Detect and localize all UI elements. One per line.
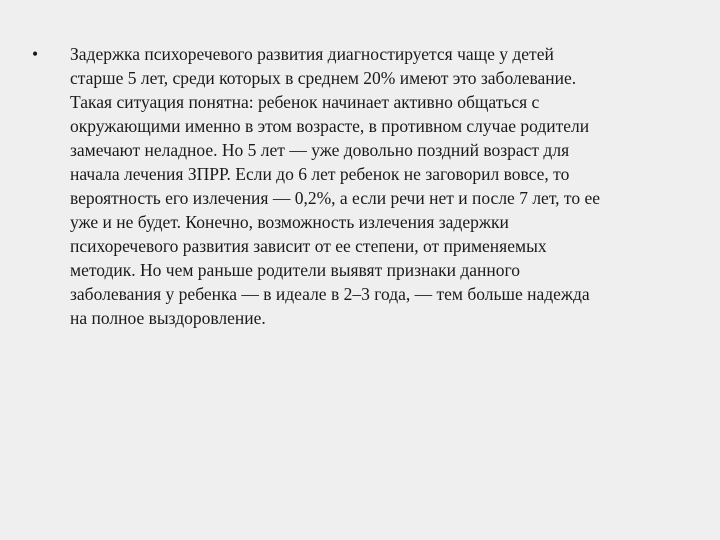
text-line-11: заболевания у ребенка — в идеале в 2–3 года, — тем больше надежда (70, 284, 590, 304)
text-line-2: старше 5 лет, среди которых в среднем 20% имеют это заболевание. (70, 68, 577, 88)
bullet-text (70, 42, 686, 330)
text-line-10: методик. Но чем раньше родители выявят признаки данного (70, 260, 521, 280)
text-line-3: Такая ситуация понятна: ребенок начинает активно общаться с (70, 92, 540, 112)
text-line-12: на полное выздоровление. (70, 308, 266, 328)
text-line-1: Задержка психоречевого развития диагностируется чаще у детей (70, 44, 554, 64)
bullet-marker: • (32, 44, 39, 64)
text-line-5: замечают неладное. Но 5 лет — уже довольно поздний возраст для (70, 140, 570, 160)
text-line-4: окружающими именно в этом возрасте, в противном случае родители (70, 116, 590, 136)
text-line-8: уже и не будет. Конечно, возможность излечения задержки (70, 212, 509, 232)
text-line-6: начала лечения ЗПРР. Если до 6 лет ребенок не заговорил вовсе, то (70, 164, 570, 184)
bullet-item (32, 42, 692, 330)
text-line-7: вероятность его излечения — 0,2%, а если речи нет и после 7 лет, то ее (70, 188, 600, 208)
bullet-list (32, 42, 692, 330)
text-line-9: психоречевого развития зависит от ее степени, от применяемых (70, 236, 547, 256)
